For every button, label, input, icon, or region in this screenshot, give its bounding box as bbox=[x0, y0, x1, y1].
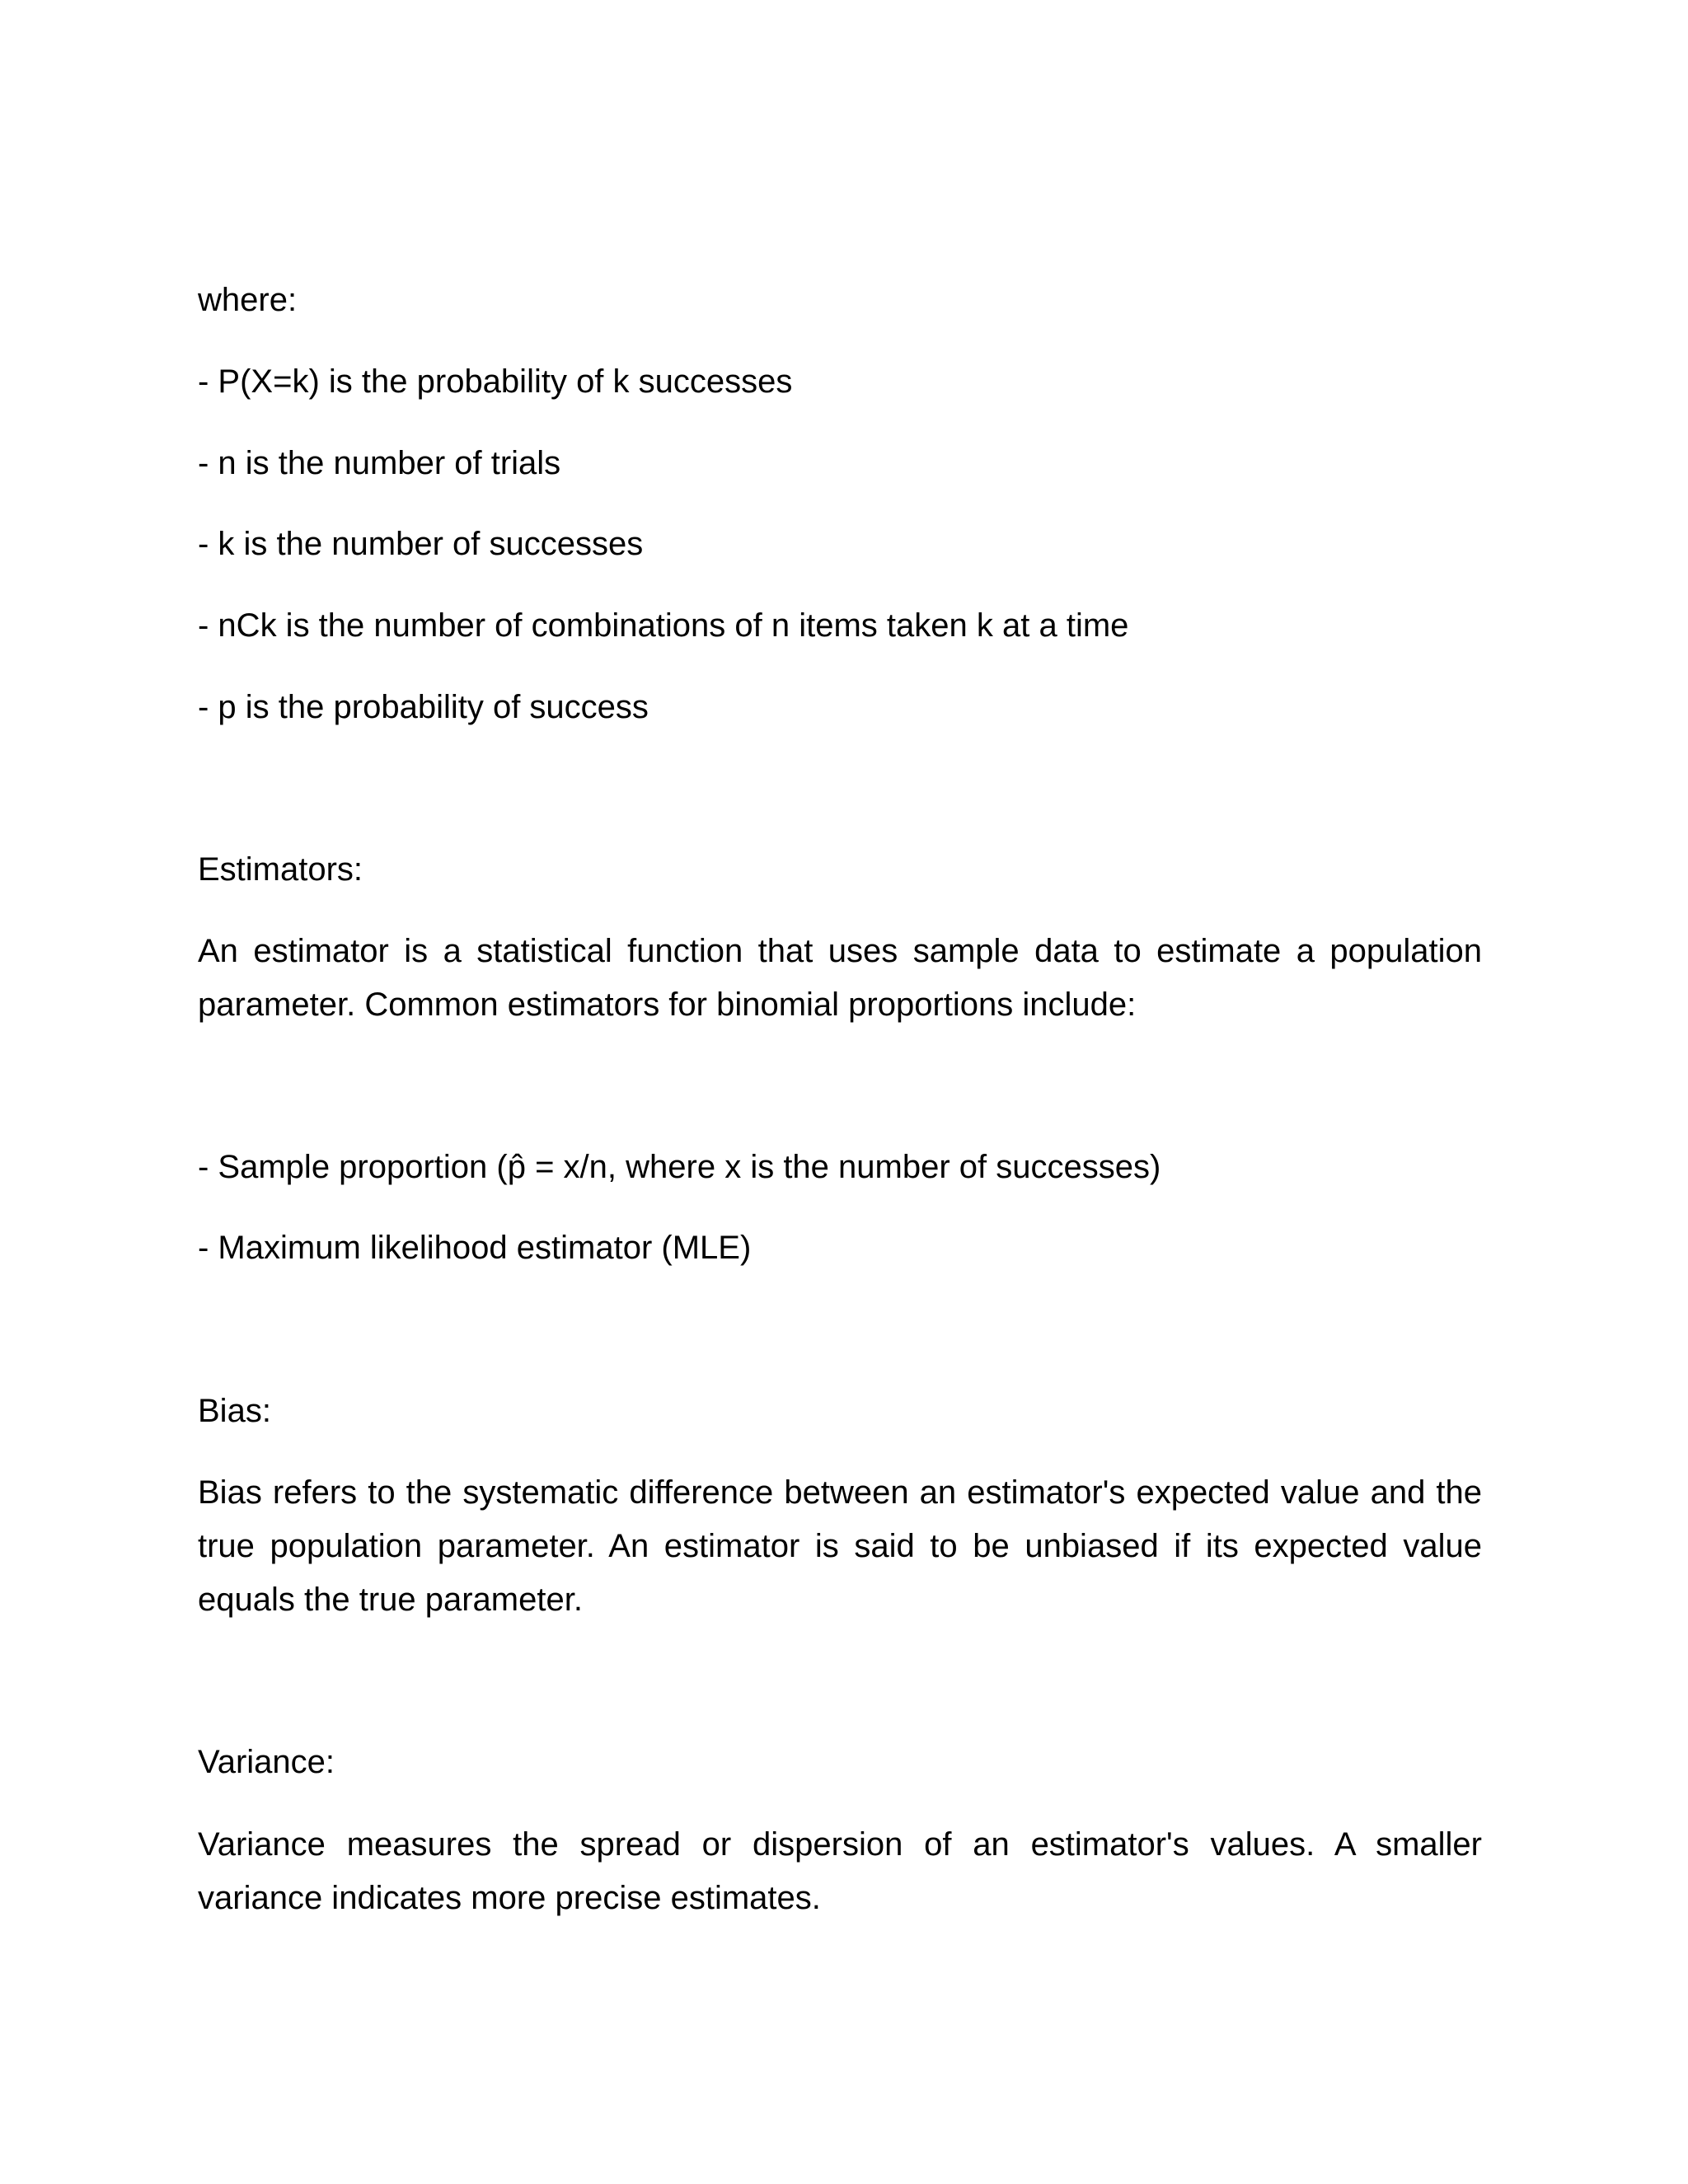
definition-n: - n is the number of trials bbox=[198, 445, 561, 481]
variance-heading: Variance: bbox=[198, 1744, 335, 1780]
estimator-item-mle: - Maximum likelihood estimator (MLE) bbox=[198, 1230, 752, 1266]
variance-paragraph: Variance measures the spread or dispersion of an estimator's values. A smaller variance indicates more precise estimates. bbox=[198, 1826, 1482, 1916]
where-label: where: bbox=[198, 282, 298, 318]
definition-p: - p is the probability of success bbox=[198, 689, 649, 725]
definition-k: - k is the number of successes bbox=[198, 526, 644, 562]
estimators-heading: Estimators: bbox=[198, 851, 363, 888]
estimator-item-sample-proportion: - Sample proportion (p̂ = x/n, where x is the number of successes) bbox=[198, 1149, 1161, 1185]
estimators-paragraph: An estimator is a statistical function that uses sample data to estimate a population parameter. Common estimators for binomial proportions include: bbox=[198, 933, 1482, 1023]
definition-nck: - nCk is the number of combinations of n items taken k at a time bbox=[198, 607, 1129, 644]
bias-paragraph: Bias refers to the systematic difference between an estimator's expected value and the true population parameter. An estimator is said to be unbiased if its expected value equals the true parameter. bbox=[198, 1474, 1482, 1618]
bias-heading: Bias: bbox=[198, 1393, 271, 1429]
definition-pxk: - P(X=k) is the probability of k successes bbox=[198, 363, 793, 400]
